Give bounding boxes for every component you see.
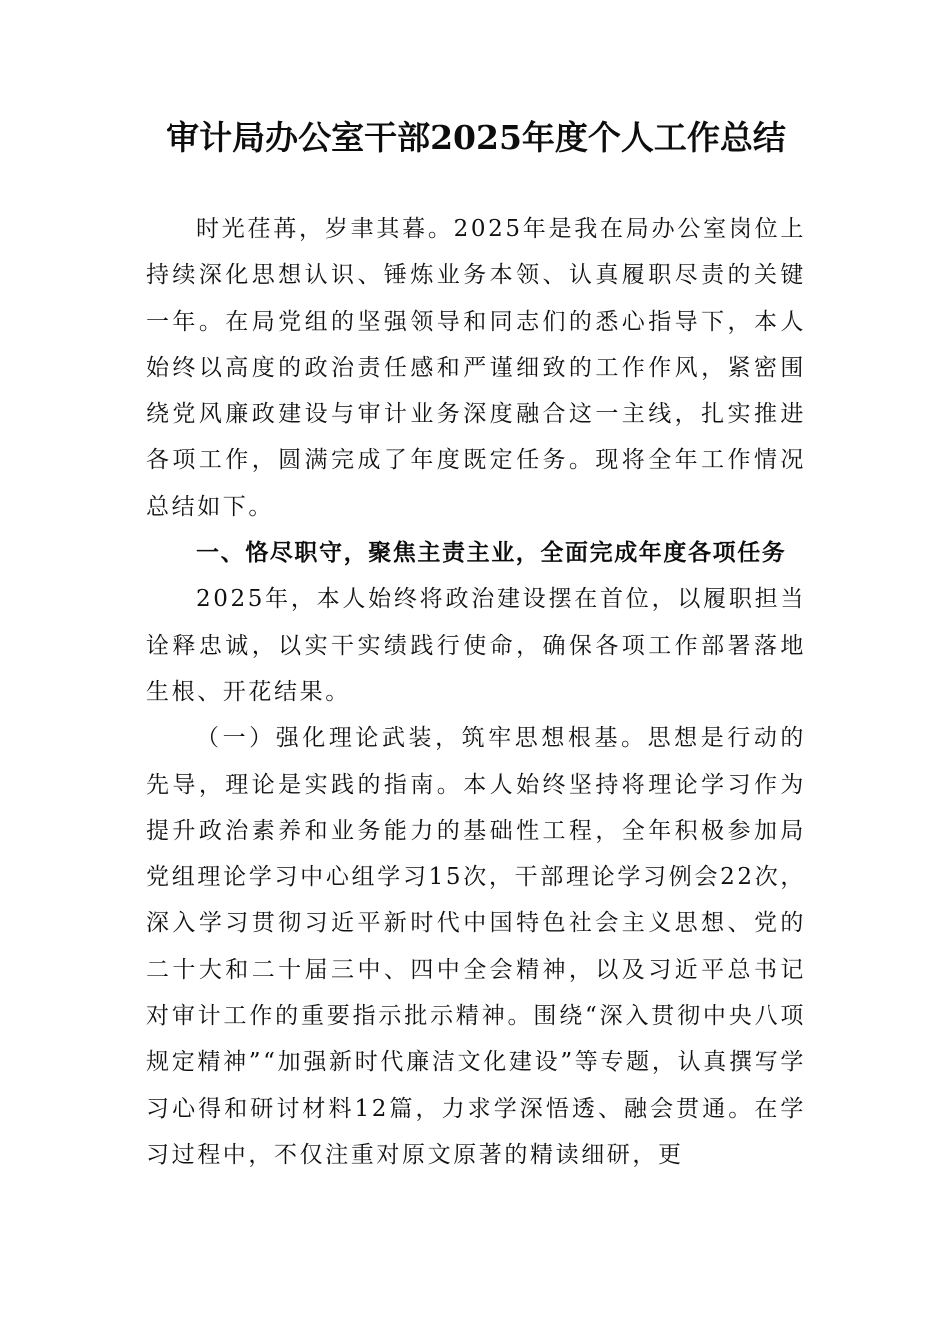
section-1-intro-paragraph: 2025年，本人始终将政治建设摆在首位，以履职担当诠释忠诚，以实干实绩践行使命，确保各项工作部署落地生根、开花结果。 bbox=[146, 586, 806, 705]
subsection-1-paragraph bbox=[146, 715, 806, 1178]
intro-paragraph: 时光荏苒，岁聿其暮。2025年是我在局办公室岗位上持续深化思想认识、锤炼业务本领、认真履职尽责的关键一年。在局党组的坚强领导和同志们的悉心指导下，本人始终以高度的政治责任感和严谨细致的工作作风，紧密围绕党风廉政建设与审计业务深度融合这一主线，扎实推进各项工作，圆满完成了年度既定任务。现将全年工作情况总结如下。 bbox=[146, 216, 806, 520]
section-1-heading: 一、恪尽职守，聚焦主责主业，全面完成年度各项任务 bbox=[196, 540, 787, 567]
subsection-1-heading: （一）强化理论武装，筑牢思想根基。 bbox=[196, 725, 648, 752]
document-body bbox=[146, 206, 806, 1178]
subsection-1-text: 思想是行动的先导，理论是实践的指南。本人始终坚持将理论学习作为提升政治素养和业务能力的基础性工程，全年积极参加局党组理论学习中心组学习15次，干部理论学习例会22次，深入学习贯彻习近平新时代中国特色社会主义思想、党的二十大和二十届三中、四中全会精神，以及习近平总书记对审计工作的重要指示批示精神。围绕“深入贯彻中央八项规定精神”“加强新时代廉洁文化建设”等专题，认真撰写学习心得和研讨材料12篇，力求学深悟透、融会贯通。在学习过程中，不仅注重对原文原著的精读细研，更 bbox=[146, 725, 806, 1168]
document-title: 审计局办公室干部2025年度个人工作总结 bbox=[166, 118, 786, 157]
